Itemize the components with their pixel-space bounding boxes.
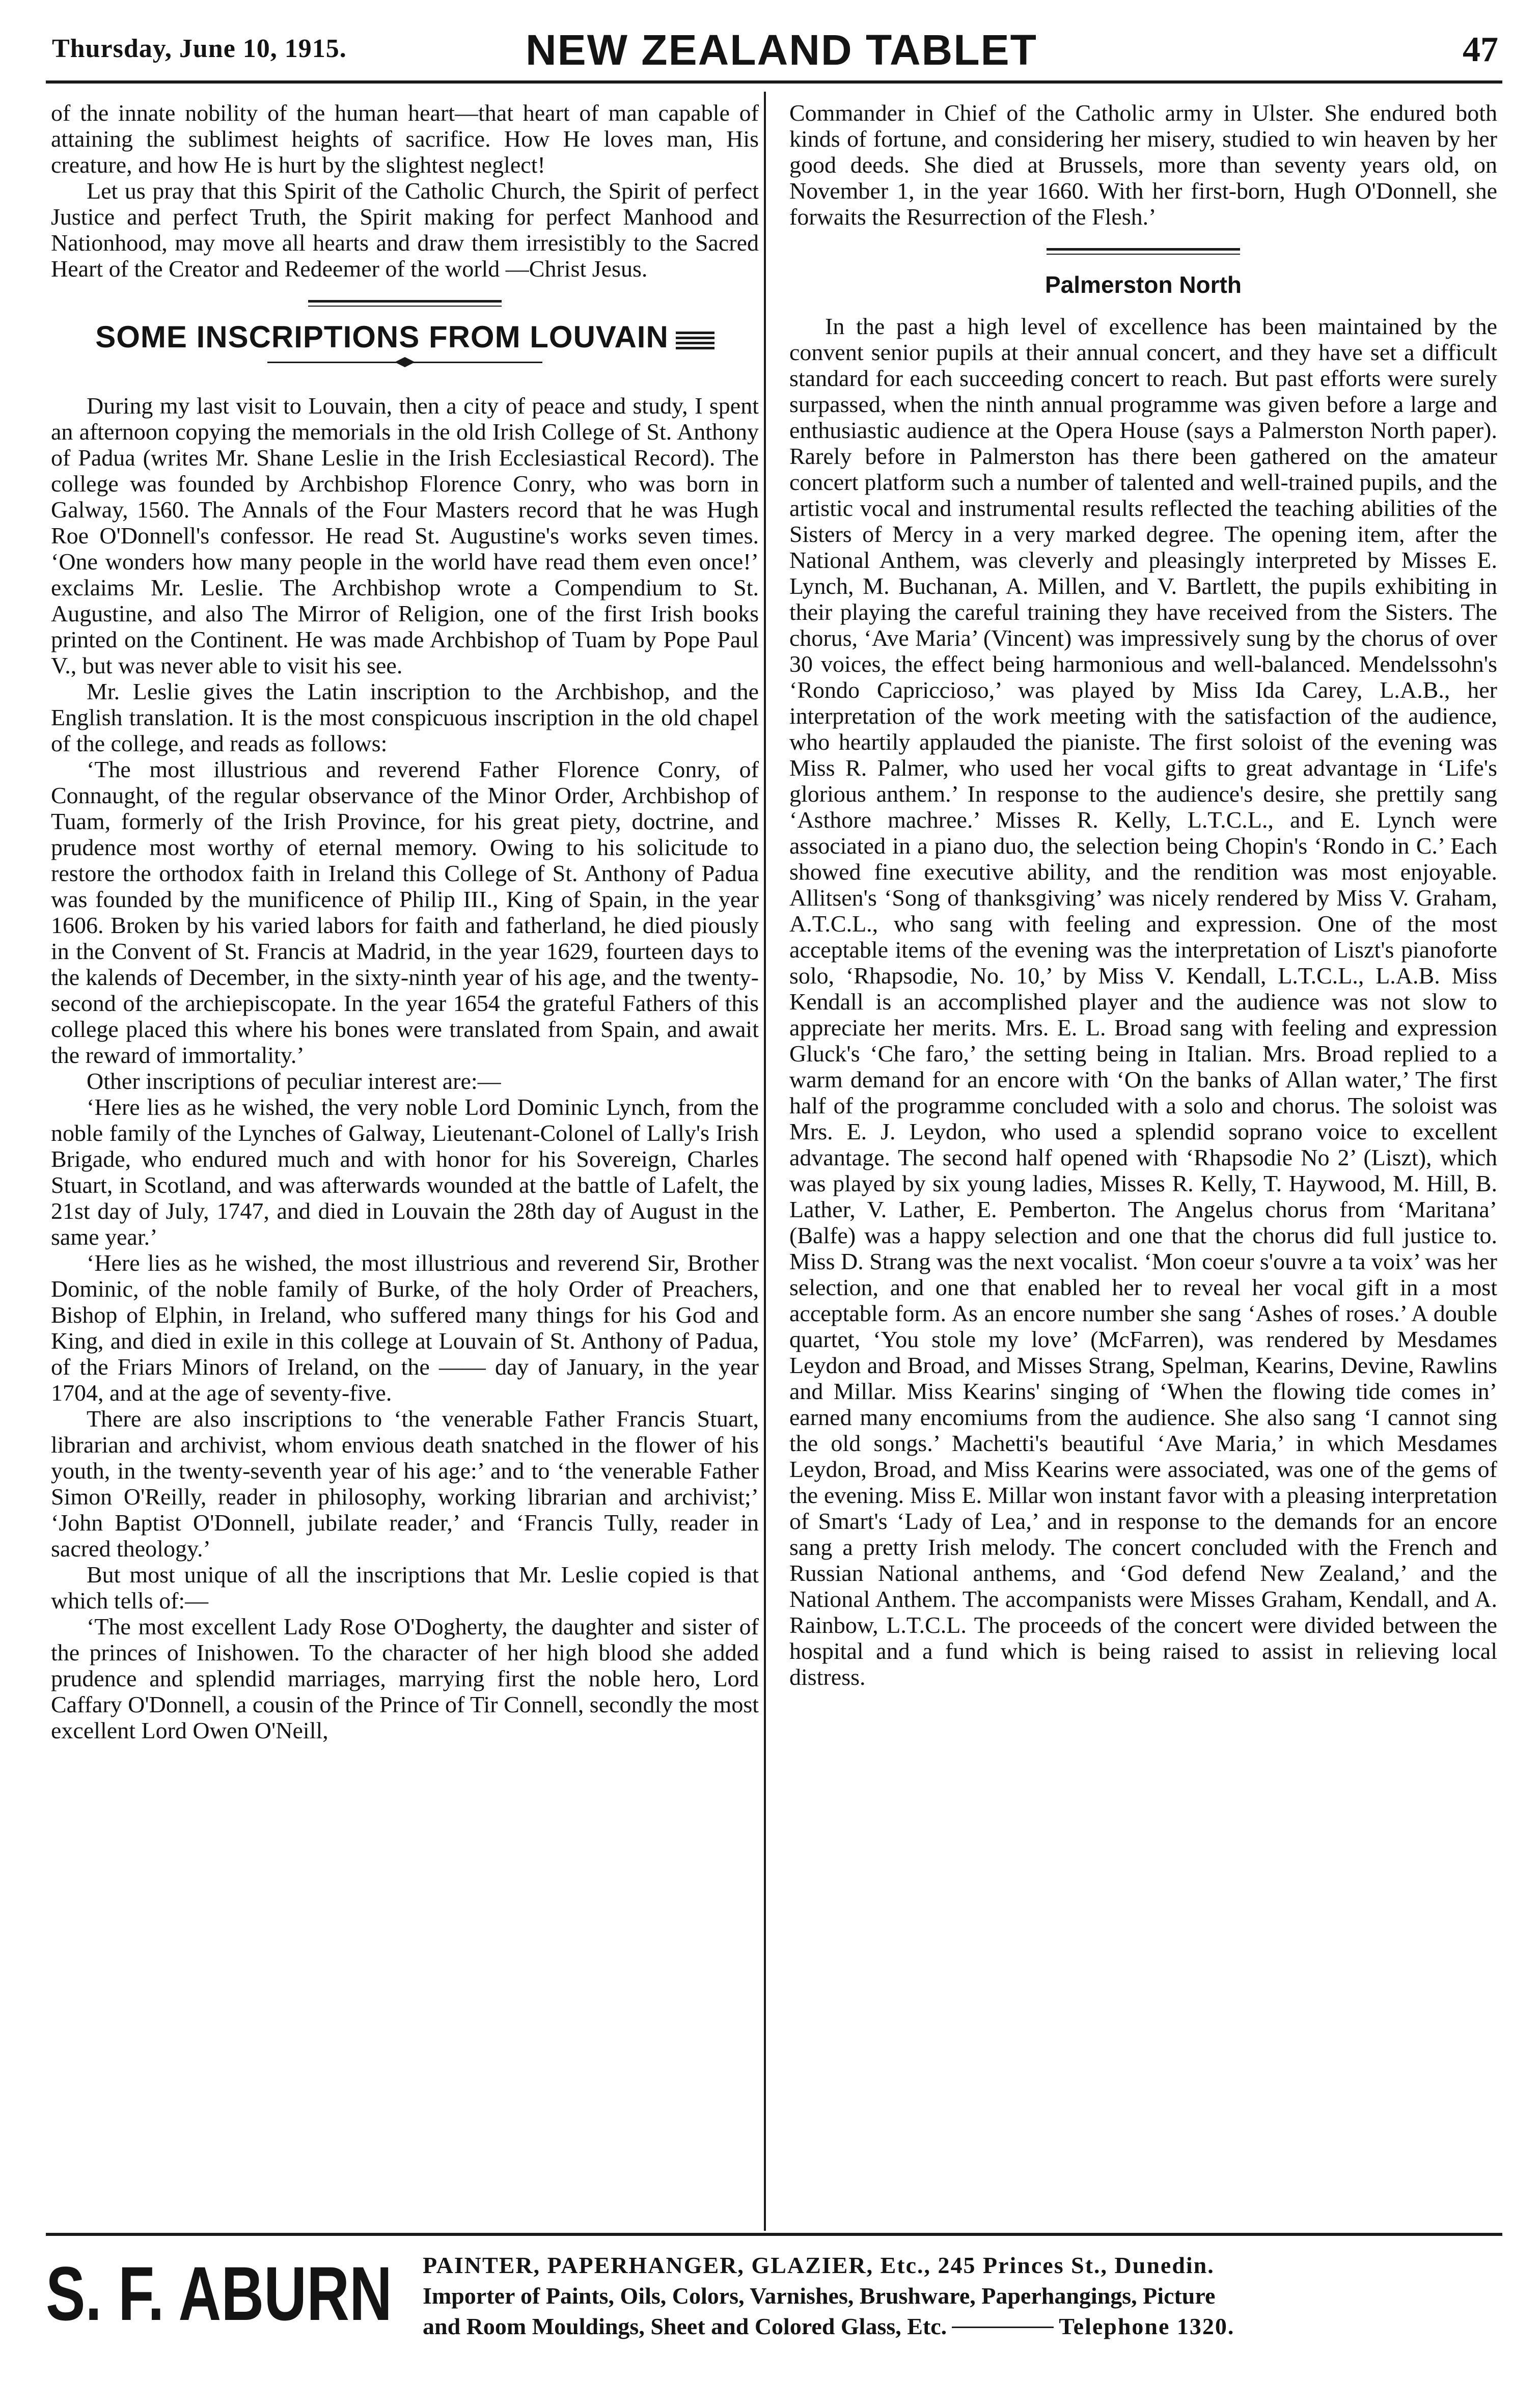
paragraph: of the innate nobility of the human heart—that heart of man capable of attaining the sublimest heights of sacrifice. How He loves man, His creature, and how He is hurt by the slightest neglect! bbox=[51, 100, 759, 178]
article-heading bbox=[51, 320, 759, 354]
section-divider bbox=[308, 300, 502, 307]
column-divider bbox=[764, 92, 766, 2231]
header-rule bbox=[46, 80, 1502, 84]
paragraph: ‘Here lies as he wished, the very noble Lord Dominic Lynch, from the noble family of the Lynches of Galway, Lieutenant-Colonel of Lally's Irish Brigade, who endured much and with honor for his Sovereign, Charles Stuart, in Scotland, and was afterwards wounded at the battle of Lafelt, the 21st day of July, 1747, and died in Louvain the 28th day of August in the same year.’ bbox=[51, 1094, 759, 1250]
ad-line: PAINTER, PAPERHANGER, GLAZIER, Etc., 245 Princes St., Dunedin. bbox=[423, 2252, 1215, 2278]
paragraph: Commander in Chief of the Catholic army in Ulster. She endured both kinds of fortune, and considering her misery, studied to win heaven by her good deeds. She died at Brussels, more than seventy years old, on November 1, in the year 1660. With her first-born, Hugh O'Donnell, she forwaits the Resurrection of the Flesh.’ bbox=[789, 100, 1497, 230]
article-title: SOME INSCRIPTIONS FROM LOUVAIN bbox=[95, 320, 669, 354]
advertisement-text bbox=[423, 2250, 1497, 2342]
heading-rule bbox=[267, 357, 542, 367]
paragraph: Mr. Leslie gives the Latin inscription to the Archbishop, and the English translation. It is the most conspicuous inscription in the old chapel of the college, and reads as follows: bbox=[51, 678, 759, 756]
paragraph: Other inscriptions of peculiar interest are:— bbox=[87, 1068, 501, 1094]
paragraph: But most unique of all the inscriptions that Mr. Leslie copied is that which tells of:— bbox=[51, 1562, 759, 1614]
ad-line bbox=[423, 2311, 1497, 2342]
advertisement bbox=[46, 2241, 1502, 2373]
paragraph: ‘Here lies as he wished, the most illustrious and reverend Sir, Brother Dominic, of the noble family of Burke, of the holy Order of Preachers, Bishop of Elphin, in Ireland, who suffered many things for his God and King, and died in exile in this college at Louvain of St. Anthony of Padua, of the Friars Minors of Ireland, on the —— day of January, in the year 1704, and at the age of seventy-five. bbox=[51, 1250, 759, 1406]
section-heading: Palmerston North bbox=[1045, 271, 1242, 298]
advertiser-name-text: S. F. ABURN bbox=[46, 2251, 392, 2336]
ad-line-text: and Room Mouldings, Sheet and Colored Glass, Etc. bbox=[423, 2313, 947, 2339]
paragraph: There are also inscriptions to ‘the venerable Father Francis Stuart, librarian and archivist, whom envious death snatched in the flower of his youth, in the twenty-seventh year of his age:’ and to ‘the venerable Father Simon O'Reilly, reader in philosophy, working librarian and archivist;’ ‘John Baptist O'Donnell, jubilate reader,’ and ‘Francis Tully, reader in sacred theology.’ bbox=[51, 1406, 759, 1562]
section-divider bbox=[1047, 248, 1240, 255]
paragraph: ‘The most illustrious and reverend Father Florence Conry, of Connaught, of the regular observance of the Minor Order, Archbishop of Tuam, formerly of the Irish Province, for his great piety, doctrine, and prudence most worthy of eternal memory. Owing to his solicitude to restore the orthodox faith in Ireland this College of St. Anthony of Padua was founded by the munificence of Philip III., King of Spain, in the year 1606. Broken by his varied labors for faith and fatherland, he died piously in the Convent of St. Francis at Madrid, in the year 1629, fourteen days to the kalends of December, in the sixty-ninth year of his age, and the twenty-second of the archiepiscopate. In the year 1654 the grateful Fathers of this college placed this where his bones were translated from Spain, and await the reward of immortality.’ bbox=[51, 756, 759, 1068]
advertisement-rule bbox=[46, 2233, 1502, 2236]
paragraph: Let us pray that this Spirit of the Catholic Church, the Spirit of perfect Justice and perfect Truth, the Spirit making for perfect Manhood and Nationhood, may move all hearts and draw them irresistibly to the Sacred Heart of the Creator and Redeemer of the world —Christ Jesus. bbox=[51, 178, 759, 282]
page-header bbox=[52, 23, 1498, 79]
page-number: 47 bbox=[1463, 30, 1498, 69]
dash-separator bbox=[952, 2327, 1054, 2328]
left-column bbox=[51, 100, 759, 1743]
masthead-title: NEW ZEALAND TABLET bbox=[526, 26, 1037, 74]
telephone: Telephone 1320. bbox=[1059, 2313, 1235, 2339]
paragraph: In the past a high level of excellence has been maintained by the convent senior pupils at their annual concert, and they have set a difficult standard for each succeeding concert to reach. But past efforts were surely surpassed, when the ninth annual programme was given before a large and enthusiastic audience at the Opera House (says a Palmerston North paper). Rarely before in Palmerston has there been gathered on the amateur concert platform such a number of talented and well-trained pupils, and the artistic vocal and instrumental results reflected the teaching abilities of the Sisters of Mercy in a very marked degree. The opening item, after the National Anthem, was cleverly and pleasingly interpreted by Misses E. Lynch, M. Buchanan, A. Millen, and V. Bartlett, the pupils exhibiting in their playing the careful training they have received from the Sisters. The chorus, ‘Ave Maria’ (Vincent) was impressively sung by the chorus of over 30 voices, the effect being harmonious and well-balanced. Mendelssohn's ‘Rondo Capriccioso,’ was played by Miss Ida Carey, L.A.B., her interpretation of the work meeting with the satisfaction of the audience, who heartily applauded the pianiste. The first soloist of the evening was Miss R. Palmer, who used her vocal gifts to great advantage in ‘Life's glorious anthem.’ In response to the audience's desire, she prettily sang ‘Asthore machree.’ Misses R. Kelly, L.T.C.L., and E. Lynch were associated in a piano duo, the selection being Chopin's ‘Rondo in C.’ Each showed fine executive ability, and the rendition was most enjoyable. Allitsen's ‘Song of thanksgiving’ was nicely rendered by Miss V. Graham, A.T.C.L., who sang with feeling and expression. One of the most acceptable items of the evening was the interpretation of Liszt's pianoforte solo, ‘Rhapsodie, No. 10,’ by Miss V. Kendall, L.T.C.L., L.A.B. Miss Kendall is an accomplished player and the audience was not slow to appreciate her merits. Mrs. E. L. Broad sang with feeling and expression Gluck's ‘Che faro,’ the setting being in Italian. Mrs. Broad replied to a warm demand for an encore with ‘On the banks of Allan water,’ The first half of the programme concluded with a solo and chorus. The soloist was Mrs. E. J. Leydon, who used a splendid soprano voice to excellent advantage. The second half opened with ‘Rhapsodie No 2’ (Liszt), which was played by six young ladies, Misses R. Kelly, T. Haywood, M. Hill, B. Lather, V. Lather, E. Pemberton. The Angelus chorus from ‘Maritana’ (Balfe) was a happy selection and one that the chorus did full justice to. Miss D. Strang was the next vocalist. ‘Mon coeur s'ouvre a ta voix’ was her selection, and one that enabled her to reveal her vocal gift in a most acceptable form. As an encore number she sang ‘Ashes of roses.’ A double quartet, ‘You stole my love’ (McFarren), was rendered by Mesdames Leydon and Broad, and Misses Strang, Spelman, Kearins, Devine, Rawlins and Millar. Miss Kearins' singing of ‘When the flowing tide comes in’ earned many encomiums from the audience. She also sang ‘I cannot sing the old songs.’ Machetti's beautiful ‘Ave Maria,’ in which Mesdames Leydon, Broad, and Miss Kearins were associated, was one of the gems of the evening. Miss E. Millar won instant favor with a pleasing interpretation of Smart's ‘Lady of Lea,’ and in response to the demands for an encore sang a pretty Irish melody. The concert concluded with the French and Russian National anthems, and ‘God defend New Zealand,’ and the National Anthem. The accompanists were Misses Graham, Kendall, and A. Rainbow, L.T.C.L. The proceeds of the concert were divided between the hospital and a fund which is being raised to assist in relieving local distress. bbox=[789, 313, 1497, 1690]
advertiser-name-graphic bbox=[46, 2251, 397, 2336]
ornament-icon bbox=[676, 329, 714, 349]
right-column bbox=[789, 100, 1497, 1690]
advertiser-name bbox=[46, 2251, 397, 2336]
paragraph: During my last visit to Louvain, then a city of peace and study, I spent an afternoon copying the memorials in the old Irish College of St. Anthony of Padua (writes Mr. Shane Leslie in the Irish Ecclesiastical Record). The college was founded by Archbishop Florence Conry, who was born in Galway, 1560. The Annals of the Four Masters record that he was Hugh Roe O'Donnell's confessor. He read St. Augustine's works seven times. ‘One wonders how many people in the world have read them even once!’ exclaims Mr. Leslie. The Archbishop wrote a Compendium to St. Augustine, and also The Mirror of Religion, one of the first Irish books printed on the Continent. He was made Archbishop of Tuam by Pope Paul V., but was never able to visit his see. bbox=[51, 393, 759, 678]
paragraph: ‘The most excellent Lady Rose O'Dogherty, the daughter and sister of the princes of Inishowen. To the character of her high blood she added prudence and splendid marriages, marrying first the noble hero, Lord Caffary O'Donnell, a cousin of the Prince of Tir Connell, secondly the most excellent Lord Owen O'Neill, bbox=[51, 1614, 759, 1743]
issue-date: Thursday, June 10, 1915. bbox=[52, 34, 347, 63]
ad-line: Importer of Paints, Oils, Colors, Varnishes, Brushware, Paperhangings, Picture bbox=[423, 2283, 1216, 2309]
